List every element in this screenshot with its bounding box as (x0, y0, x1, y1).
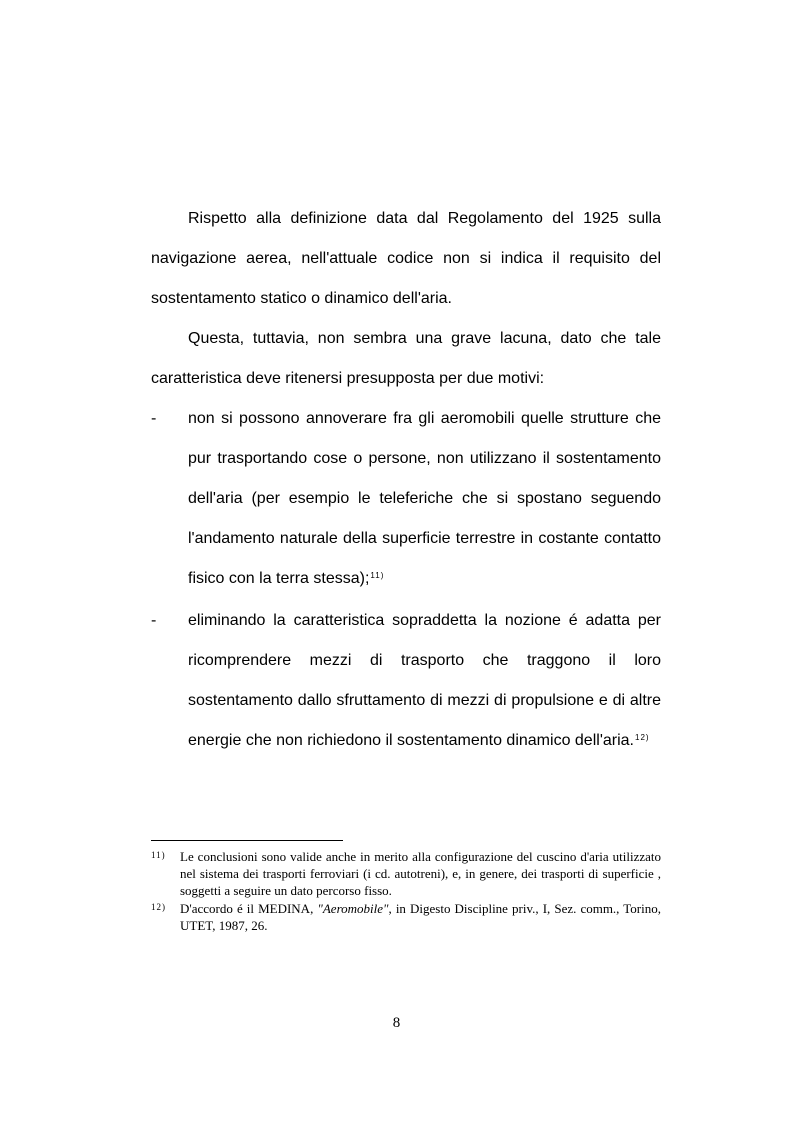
list-item-text (188, 601, 661, 763)
list-item-2 (151, 601, 661, 763)
paragraph-2: Questa, tuttavia, non sembra una grave lacuna, dato che tale caratteristica deve ritenersi presupposta per due motivi: (151, 330, 661, 387)
footnote-text: Le conclusioni sono valide anche in merito alla configurazione del cuscino d'aria utilizzato nel sistema dei trasporti ferroviari (i cd. autotreni), e, in genere, dei trasporti di superficie , soggetti a seguire un dato percorso fisso. (180, 849, 661, 898)
page-number: 8 (392, 1015, 401, 1031)
footnote-text-before: D'accordo é il MEDINA, (180, 901, 318, 916)
footnote-number: 11) (151, 850, 166, 860)
footnote-text-after: , in Digesto Discipline priv., I, Sez. comm., Torino, UTET, 1987, 26. (180, 901, 661, 933)
body-text (151, 199, 661, 763)
footnote-italic-title: "Aeromobile" (317, 901, 389, 916)
list-item-1 (151, 399, 661, 601)
footnote-12 (151, 900, 661, 934)
list-item-2-text: eliminando la caratteristica sopraddetta la nozione é adatta per ricomprendere mezzi di trasporto che traggono il loro sostentamento dallo sfruttamento di mezzi di propulsione e di altre energie che non richiedono il sostentamento dinamico dell'aria. (188, 612, 661, 749)
footnote-text (180, 900, 661, 934)
footnote-11 (151, 848, 661, 899)
paragraph-1: Rispetto alla definizione data dal Regolamento del 1925 sulla navigazione aerea, nell'attuale codice non si indica il requisito del sostentamento statico o dinamico dell'aria. (151, 210, 661, 307)
list-bullet: - (151, 410, 157, 427)
list-item-1-text: non si possono annoverare fra gli aeromobili quelle strutture che pur trasportando cose o persone, non utilizzano il sostentamento dell'aria (per esempio le teleferiche che si spostano seguendo l'andamento naturale della superficie terrestre in costante contatto fisico con la terra stessa); (188, 410, 661, 587)
footnote-ref-12[interactable]: 12) (635, 733, 650, 742)
footnote-ref-11[interactable]: 11) (370, 571, 385, 580)
list-item-text (188, 399, 661, 601)
list-bullet: - (151, 612, 157, 629)
footnotes (151, 848, 661, 935)
footnote-number: 12) (151, 902, 166, 912)
footnote-separator (151, 840, 343, 841)
